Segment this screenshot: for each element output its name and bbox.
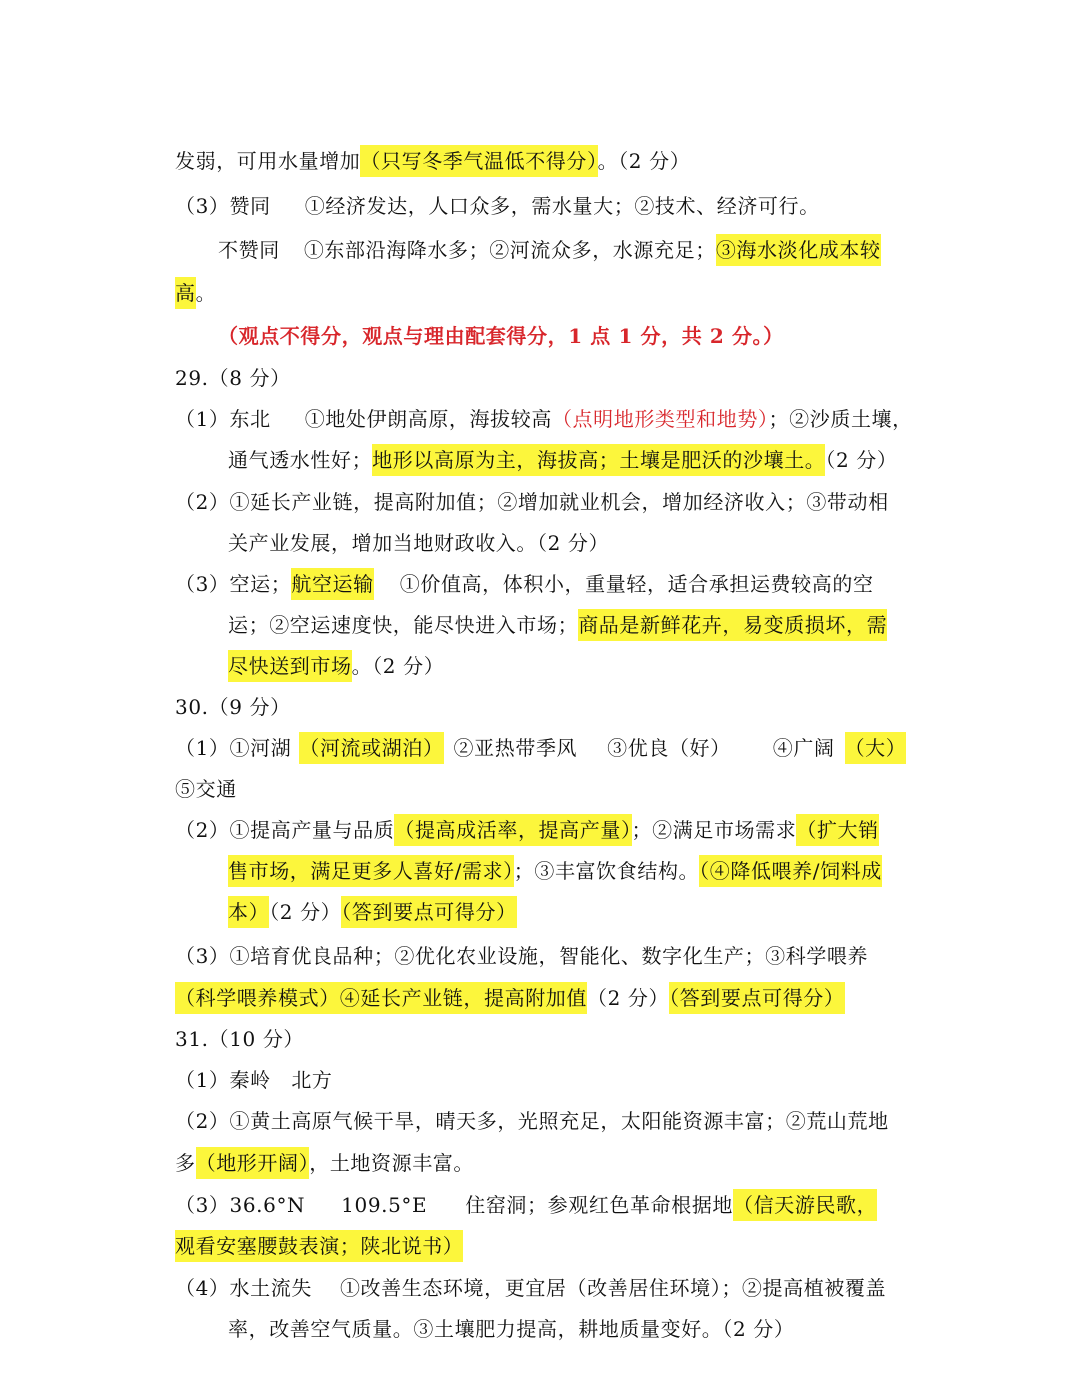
text: ①提高产量与品质 <box>229 818 395 842</box>
q31-title: 31.（10 分） <box>175 1027 305 1051</box>
highlight: 地形以高原为主，海拔高；土壤是肥沃的沙壤土。 <box>372 444 825 476</box>
q31-part4-line2: 率，改善空气质量。③土壤肥力提高，耕地质量变好。（2 分） <box>228 1317 795 1341</box>
text: 。（2 分） <box>351 654 445 678</box>
latitude-value: 36.6°N <box>229 1193 306 1217</box>
text: ②亚热带季风 <box>453 736 578 760</box>
q30-part3-line1 <box>175 938 868 974</box>
q30-part2-line2 <box>228 853 882 889</box>
item-number: （3） <box>175 944 230 968</box>
text: 空运； <box>229 572 292 596</box>
item-number: （3） <box>175 572 230 596</box>
q31-part4-line1 <box>175 1270 886 1306</box>
q29-part1-line2 <box>228 442 898 478</box>
q30-part3-line2 <box>175 980 845 1016</box>
longitude-value: 109.5°E <box>341 1193 428 1217</box>
highlight: （只写冬季气温低不得分） <box>360 145 597 177</box>
q30-title: 30.（9 分） <box>175 695 291 719</box>
text: 。（2 分） <box>597 149 691 173</box>
text: ①东部沿海降水多；②河流众多，水源充足； <box>303 238 716 262</box>
q31-part2-line1 <box>175 1103 889 1139</box>
text: ；②沙质土壤， <box>768 407 913 431</box>
text: ，土地资源丰富。 <box>309 1151 475 1175</box>
highlight: （科学喂养模式）④延长产业链，提高附加值 <box>175 982 587 1014</box>
q30-part2-line3 <box>228 894 517 930</box>
highlight: 航空运输 <box>291 568 373 600</box>
q30-part1-line2: ⑤交通 <box>175 777 237 801</box>
item-number: （3） <box>175 1193 230 1217</box>
text: 秦岭 北方 <box>229 1068 333 1092</box>
text: ①改善生态环境，更宜居（改善居住环境）；②提高植被覆盖 <box>339 1276 887 1300</box>
q31-part2-line2 <box>175 1145 474 1181</box>
q29-part3-line2 <box>228 607 887 643</box>
highlight: （信天游民歌， <box>733 1189 877 1221</box>
highlight: 高 <box>175 277 196 309</box>
text: 。 <box>195 281 217 305</box>
highlight: （扩大销 <box>796 814 878 846</box>
q29-part1-line1 <box>175 401 913 437</box>
text: ③优良（好） <box>607 736 731 760</box>
highlight: 本） <box>228 896 269 928</box>
q28-part3-disagree <box>218 232 881 268</box>
text: （2 分） <box>825 448 898 472</box>
highlight: （④降低喂养/饲料成 <box>699 855 882 887</box>
text: 运；②空运速度快，能尽快进入市场； <box>228 613 579 637</box>
highlight: 尽快送到市场 <box>228 650 352 682</box>
text: （2 分） <box>269 900 342 924</box>
q30-part1-line1 <box>175 730 906 766</box>
item-number: （2） <box>175 1109 230 1133</box>
q31-part3-line2 <box>175 1228 463 1264</box>
highlight: （河流或湖泊） <box>299 732 443 764</box>
item-number: （1） <box>175 1068 230 1092</box>
text: 发弱，可用水量增加 <box>175 149 361 173</box>
item-number: （1） <box>175 736 230 760</box>
q31-part1 <box>175 1062 333 1098</box>
highlight: 观看安塞腰鼓表演；陕北说书） <box>175 1230 463 1262</box>
text: ①河湖 <box>229 736 292 760</box>
text: 不赞同 <box>218 238 280 262</box>
text: ①价值高，体积小，重量轻，适合承担运费较高的空 <box>399 572 874 596</box>
item-number: （4） <box>175 1276 230 1300</box>
q28-part3-disagree-wrap <box>175 275 216 311</box>
item-number: （2） <box>175 490 230 514</box>
text: 住窑洞；参观红色革命根据地 <box>465 1193 734 1217</box>
q30-part2-line1 <box>175 812 879 848</box>
q29-part2-line1 <box>175 484 889 520</box>
red-annotation: （点明地形类型和地势） <box>551 407 769 431</box>
highlight: 商品是新鲜花卉，易变质损坏，需 <box>578 609 887 641</box>
highlight: （答到要点可得分） <box>669 982 844 1014</box>
q29-part3-line3 <box>228 648 444 684</box>
text: ①黄土高原气候干旱，晴天多，光照充足，太阳能资源丰富；②荒山荒地 <box>229 1109 889 1133</box>
q29-part3-line1 <box>175 566 874 602</box>
q28-grading-note: （观点不得分，观点与理由配套得分，1 点 1 分，共 2 分。） <box>218 324 784 348</box>
highlight: （大） <box>845 732 907 764</box>
text: 水土流失 <box>229 1276 312 1300</box>
highlight: （答到要点可得分） <box>341 896 516 928</box>
text: ①地处伊朗高原，海拔较高 <box>304 407 552 431</box>
text: ④广阔 <box>772 736 835 760</box>
text: 多 <box>175 1151 196 1175</box>
text: ①延长产业链，提高附加值；②增加就业机会，增加经济收入；③带动相 <box>229 490 889 514</box>
text: （2 分） <box>587 986 670 1010</box>
q28-continuation-line <box>175 143 690 179</box>
text: 通气透水性好； <box>228 448 373 472</box>
item-number: （1）东北 <box>175 407 271 431</box>
text: ；③丰富饮食结构。 <box>513 859 700 883</box>
item-number: （3）赞同 <box>175 194 271 218</box>
q31-part3-line1 <box>175 1187 877 1223</box>
item-number: （2） <box>175 818 230 842</box>
q28-part3-agree <box>175 188 820 224</box>
q29-title: 29.（8 分） <box>175 366 291 390</box>
text: ①经济发达，人口众多，需水量大；②技术、经济可行。 <box>304 194 820 218</box>
q29-part2-line2: 关产业发展，增加当地财政收入。（2 分） <box>228 531 610 555</box>
highlight: （地形开阔） <box>196 1147 310 1179</box>
highlight: （提高成活率，提高产量） <box>394 814 631 846</box>
highlight: 售市场，满足更多人喜好/需求） <box>228 855 514 887</box>
highlight: ③海水淡化成本较 <box>716 234 881 266</box>
text: ①培育优良品种；②优化农业设施，智能化、数字化生产；③科学喂养 <box>229 944 869 968</box>
text: ；②满足市场需求 <box>631 818 797 842</box>
